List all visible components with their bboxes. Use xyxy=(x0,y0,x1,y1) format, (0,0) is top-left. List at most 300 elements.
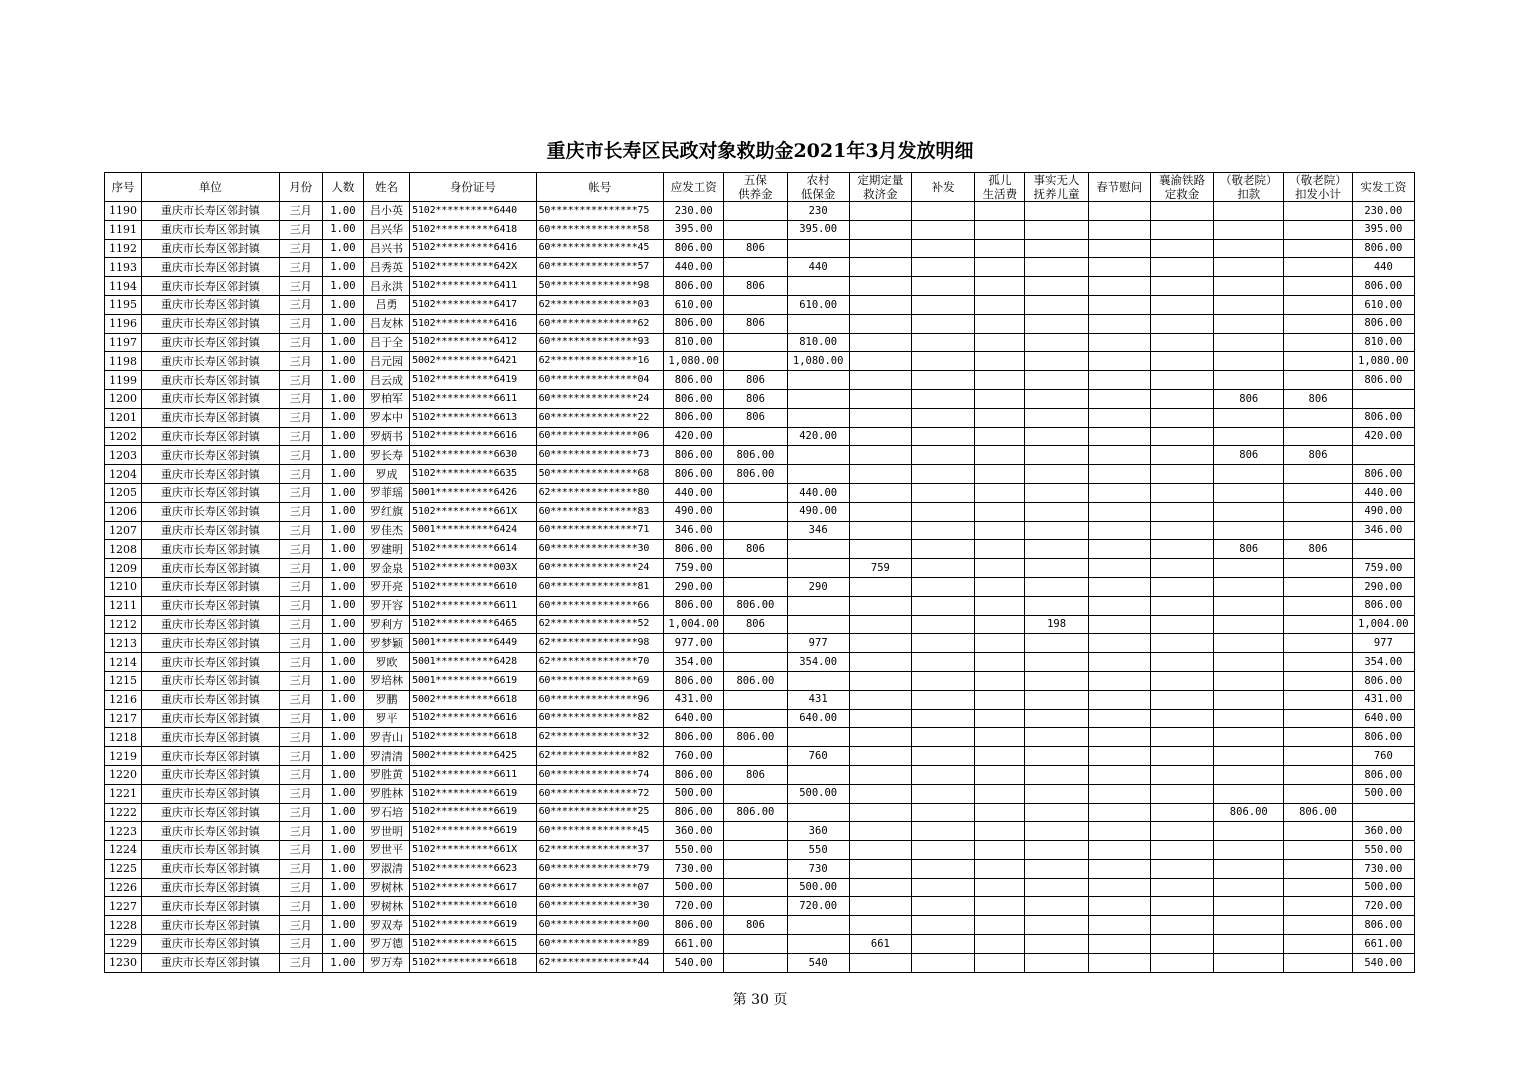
column-header: 序号 xyxy=(105,173,142,202)
table-cell: 罗清清 xyxy=(363,747,409,766)
table-cell xyxy=(849,671,911,690)
table-cell xyxy=(849,427,911,446)
table-row xyxy=(105,822,1415,841)
table-cell: 5102**********6416 xyxy=(410,314,536,333)
table-row xyxy=(105,916,1415,935)
table-cell: 5102**********6616 xyxy=(410,427,536,446)
table-cell xyxy=(1150,859,1213,878)
table-cell xyxy=(1150,671,1213,690)
column-header: 月份 xyxy=(279,173,322,202)
table-cell xyxy=(1025,728,1088,747)
table-cell xyxy=(1088,371,1150,390)
table-cell: 806 xyxy=(724,389,787,408)
table-cell: 罗树林 xyxy=(363,878,409,897)
table-cell: 806.00 xyxy=(664,765,724,784)
column-header: 身份证号 xyxy=(410,173,536,202)
table-cell xyxy=(787,916,849,935)
table-cell: 三月 xyxy=(279,577,322,596)
table-cell: 1.00 xyxy=(322,371,363,390)
table-cell xyxy=(1214,747,1284,766)
table-cell xyxy=(1284,634,1352,653)
table-cell xyxy=(975,577,1025,596)
table-cell: 806.00 xyxy=(724,465,787,484)
table-cell: 5002**********6425 xyxy=(410,747,536,766)
table-cell: 5102**********6619 xyxy=(410,784,536,803)
table-cell: 1.00 xyxy=(322,784,363,803)
table-cell xyxy=(1025,352,1088,371)
table-cell: 490.00 xyxy=(1352,502,1414,521)
table-cell: 806.00 xyxy=(664,446,724,465)
table-cell xyxy=(787,277,849,296)
table-cell: 重庆市长寿区邻封镇 xyxy=(142,465,280,484)
column-header: （敬老院） 扣发小计 xyxy=(1284,173,1352,202)
table-cell: 60***************07 xyxy=(536,878,663,897)
table-cell: 540.00 xyxy=(664,953,724,972)
table-cell xyxy=(1088,446,1150,465)
table-cell xyxy=(1088,483,1150,502)
table-cell: 吕友林 xyxy=(363,314,409,333)
table-cell: 罗红旗 xyxy=(363,502,409,521)
table-cell: 重庆市长寿区邻封镇 xyxy=(142,540,280,559)
table-cell xyxy=(1088,239,1150,258)
table-cell: 440.00 xyxy=(664,483,724,502)
table-cell xyxy=(1150,521,1213,540)
table-cell: 1.00 xyxy=(322,859,363,878)
table-cell: 806.00 xyxy=(1352,408,1414,427)
table-cell: 806.00 xyxy=(724,671,787,690)
table-cell xyxy=(1088,277,1150,296)
table-cell: 重庆市长寿区邻封镇 xyxy=(142,596,280,615)
column-header: 襄渝铁路 定救金 xyxy=(1150,173,1213,202)
table-cell: 三月 xyxy=(279,314,322,333)
table-cell xyxy=(1088,333,1150,352)
table-cell: 720.00 xyxy=(1352,897,1414,916)
table-cell: 重庆市长寿区邻封镇 xyxy=(142,559,280,578)
table-cell: 三月 xyxy=(279,202,322,221)
table-cell xyxy=(849,577,911,596)
table-cell: 60***************62 xyxy=(536,314,663,333)
table-cell: 5102**********6610 xyxy=(410,577,536,596)
table-cell: 806 xyxy=(724,277,787,296)
table-cell: 661.00 xyxy=(664,935,724,954)
table-cell: 354.00 xyxy=(664,653,724,672)
table-cell: 977.00 xyxy=(664,634,724,653)
table-cell: 60***************66 xyxy=(536,596,663,615)
table-cell: 1212 xyxy=(105,615,142,634)
table-cell: 1.00 xyxy=(322,634,363,653)
table-cell xyxy=(849,202,911,221)
table-cell xyxy=(1214,577,1284,596)
table-row xyxy=(105,258,1415,277)
table-cell xyxy=(975,502,1025,521)
table-cell xyxy=(849,841,911,860)
table-cell: 1.00 xyxy=(322,465,363,484)
table-cell: 60***************24 xyxy=(536,389,663,408)
table-cell: 806.00 xyxy=(664,596,724,615)
table-cell: 360 xyxy=(787,822,849,841)
table-cell: 661.00 xyxy=(1352,935,1414,954)
table-cell: 346 xyxy=(787,521,849,540)
table-cell xyxy=(1150,634,1213,653)
table-cell: 5102**********6619 xyxy=(410,822,536,841)
table-cell xyxy=(1150,653,1213,672)
table-cell xyxy=(975,878,1025,897)
table-cell: 三月 xyxy=(279,389,322,408)
column-header: 单位 xyxy=(142,173,280,202)
column-header: 农村 低保金 xyxy=(787,173,849,202)
table-cell xyxy=(787,239,849,258)
table-cell xyxy=(1150,277,1213,296)
table-cell xyxy=(1284,935,1352,954)
table-cell xyxy=(1088,540,1150,559)
table-cell xyxy=(1025,690,1088,709)
table-cell: 重庆市长寿区邻封镇 xyxy=(142,784,280,803)
table-cell xyxy=(1214,953,1284,972)
table-cell xyxy=(1352,803,1414,822)
table-cell: 360.00 xyxy=(664,822,724,841)
table-cell: 吕于全 xyxy=(363,333,409,352)
table-cell xyxy=(849,389,911,408)
table-cell: 1.00 xyxy=(322,408,363,427)
table-cell: 5102**********6619 xyxy=(410,916,536,935)
table-cell xyxy=(975,784,1025,803)
table-cell: 1.00 xyxy=(322,483,363,502)
table-cell xyxy=(1150,314,1213,333)
table-cell xyxy=(1088,784,1150,803)
table-cell: 806.00 xyxy=(664,671,724,690)
column-header: 五保 供养金 xyxy=(724,173,787,202)
table-cell: 重庆市长寿区邻封镇 xyxy=(142,728,280,747)
table-cell xyxy=(724,653,787,672)
table-cell: 806.00 xyxy=(1352,277,1414,296)
table-cell: 490.00 xyxy=(787,502,849,521)
table-cell xyxy=(849,314,911,333)
table-cell xyxy=(724,709,787,728)
table-cell xyxy=(1214,784,1284,803)
table-cell: 1.00 xyxy=(322,690,363,709)
table-cell xyxy=(975,935,1025,954)
table-cell xyxy=(1150,371,1213,390)
table-cell xyxy=(849,258,911,277)
table-cell: 60***************81 xyxy=(536,577,663,596)
table-cell: 806 xyxy=(1214,540,1284,559)
table-cell: 罗开容 xyxy=(363,596,409,615)
table-cell xyxy=(912,408,975,427)
table-cell: 806.00 xyxy=(724,803,787,822)
table-cell: 罗万寿 xyxy=(363,953,409,972)
table-cell xyxy=(1214,728,1284,747)
table-cell xyxy=(1088,671,1150,690)
table-cell: 1206 xyxy=(105,502,142,521)
table-cell xyxy=(1025,916,1088,935)
table-cell: 5102**********6610 xyxy=(410,897,536,916)
table-cell: 吕元园 xyxy=(363,352,409,371)
table-cell xyxy=(1284,615,1352,634)
table-cell: 230.00 xyxy=(664,202,724,221)
table-cell: 1229 xyxy=(105,935,142,954)
table-cell: 760.00 xyxy=(664,747,724,766)
table-cell xyxy=(1284,690,1352,709)
table-cell: 1.00 xyxy=(322,333,363,352)
table-cell xyxy=(975,822,1025,841)
table-cell: 1.00 xyxy=(322,953,363,972)
table-cell: 806 xyxy=(724,371,787,390)
table-row xyxy=(105,465,1415,484)
table-cell: 5001**********6449 xyxy=(410,634,536,653)
table-cell: 重庆市长寿区邻封镇 xyxy=(142,953,280,972)
table-cell xyxy=(849,295,911,314)
table-cell: 806.00 xyxy=(724,728,787,747)
table-cell xyxy=(1088,521,1150,540)
table-cell xyxy=(1284,239,1352,258)
table-cell: 罗胜林 xyxy=(363,784,409,803)
table-cell: 三月 xyxy=(279,935,322,954)
table-cell: 1196 xyxy=(105,314,142,333)
table-cell: 5001**********6428 xyxy=(410,653,536,672)
table-cell: 1191 xyxy=(105,220,142,239)
table-cell xyxy=(975,690,1025,709)
table-cell: 1214 xyxy=(105,653,142,672)
table-cell: 1192 xyxy=(105,239,142,258)
table-cell xyxy=(912,333,975,352)
table-cell: 1.00 xyxy=(322,559,363,578)
table-cell xyxy=(849,596,911,615)
table-cell xyxy=(724,220,787,239)
table-cell: 1218 xyxy=(105,728,142,747)
table-row xyxy=(105,634,1415,653)
table-cell xyxy=(1088,916,1150,935)
table-cell xyxy=(912,521,975,540)
table-cell xyxy=(787,446,849,465)
table-cell: 5102**********6617 xyxy=(410,878,536,897)
table-cell: 500.00 xyxy=(664,784,724,803)
table-cell xyxy=(1214,690,1284,709)
table-cell xyxy=(724,634,787,653)
table-cell: 550.00 xyxy=(1352,841,1414,860)
table-cell xyxy=(1088,427,1150,446)
table-cell: 550 xyxy=(787,841,849,860)
table-cell: 罗建明 xyxy=(363,540,409,559)
table-cell: 5102**********6619 xyxy=(410,803,536,822)
table-cell: 60***************04 xyxy=(536,371,663,390)
table-cell: 三月 xyxy=(279,953,322,972)
table-cell: 三月 xyxy=(279,371,322,390)
table-cell: 重庆市长寿区邻封镇 xyxy=(142,615,280,634)
table-cell xyxy=(849,352,911,371)
table-cell xyxy=(1284,747,1352,766)
table-cell: 346.00 xyxy=(1352,521,1414,540)
table-cell xyxy=(1214,935,1284,954)
table-cell: 5102**********003X xyxy=(410,559,536,578)
table-cell xyxy=(912,671,975,690)
table-cell: 1.00 xyxy=(322,314,363,333)
table-cell xyxy=(724,878,787,897)
table-cell xyxy=(912,803,975,822)
table-cell: 三月 xyxy=(279,841,322,860)
table-cell: 重庆市长寿区邻封镇 xyxy=(142,577,280,596)
table-cell xyxy=(849,803,911,822)
table-cell: 810.00 xyxy=(1352,333,1414,352)
table-cell xyxy=(849,239,911,258)
table-cell xyxy=(1214,765,1284,784)
table-cell xyxy=(1025,841,1088,860)
table-cell: 810.00 xyxy=(787,333,849,352)
table-cell: 1211 xyxy=(105,596,142,615)
table-cell xyxy=(1150,540,1213,559)
table-cell: 540 xyxy=(787,953,849,972)
table-cell: 三月 xyxy=(279,596,322,615)
table-cell: 三月 xyxy=(279,277,322,296)
table-cell xyxy=(849,953,911,972)
table-cell: 1200 xyxy=(105,389,142,408)
table-cell xyxy=(1150,953,1213,972)
table-header-row xyxy=(105,173,1415,202)
table-cell: 62***************70 xyxy=(536,653,663,672)
table-cell xyxy=(1025,671,1088,690)
table-cell xyxy=(849,653,911,672)
table-cell xyxy=(1284,596,1352,615)
table-cell xyxy=(787,671,849,690)
table-cell xyxy=(912,728,975,747)
table-cell: 重庆市长寿区邻封镇 xyxy=(142,690,280,709)
table-cell xyxy=(1025,239,1088,258)
table-cell xyxy=(787,465,849,484)
table-cell xyxy=(1214,220,1284,239)
table-cell: 1194 xyxy=(105,277,142,296)
table-cell: 1.00 xyxy=(322,502,363,521)
table-cell xyxy=(975,427,1025,446)
table-cell xyxy=(912,615,975,634)
table-cell: 三月 xyxy=(279,408,322,427)
table-cell xyxy=(1025,427,1088,446)
table-cell xyxy=(975,615,1025,634)
table-cell: 1,080.00 xyxy=(664,352,724,371)
table-row xyxy=(105,897,1415,916)
table-cell: 1202 xyxy=(105,427,142,446)
table-cell: 806.00 xyxy=(664,728,724,747)
table-cell xyxy=(1352,389,1414,408)
table-cell: 1.00 xyxy=(322,239,363,258)
table-cell xyxy=(1088,615,1150,634)
table-cell xyxy=(1284,653,1352,672)
table-cell xyxy=(975,559,1025,578)
table-cell: 1205 xyxy=(105,483,142,502)
table-cell: 198 xyxy=(1025,615,1088,634)
table-cell xyxy=(912,935,975,954)
table-cell: 罗鹏 xyxy=(363,690,409,709)
column-header: 姓名 xyxy=(363,173,409,202)
table-cell xyxy=(1150,220,1213,239)
table-cell xyxy=(975,596,1025,615)
table-cell: 罗万德 xyxy=(363,935,409,954)
table-cell xyxy=(724,502,787,521)
table-cell: 806 xyxy=(724,765,787,784)
table-cell: 1.00 xyxy=(322,577,363,596)
table-cell: 806.00 xyxy=(664,540,724,559)
table-cell xyxy=(1284,671,1352,690)
table-cell: 661 xyxy=(849,935,911,954)
table-cell xyxy=(1150,747,1213,766)
table-cell xyxy=(912,822,975,841)
table-cell xyxy=(1150,465,1213,484)
table-cell: 806 xyxy=(724,540,787,559)
table-cell: 三月 xyxy=(279,239,322,258)
table-cell: 罗佳杰 xyxy=(363,521,409,540)
table-cell xyxy=(912,220,975,239)
table-cell xyxy=(1150,427,1213,446)
table-row xyxy=(105,371,1415,390)
table-cell: 431.00 xyxy=(1352,690,1414,709)
table-cell xyxy=(1025,709,1088,728)
table-cell xyxy=(1025,784,1088,803)
table-cell xyxy=(1214,841,1284,860)
table-cell: 610.00 xyxy=(664,295,724,314)
table-cell xyxy=(1025,935,1088,954)
table-cell: 5102**********6616 xyxy=(410,709,536,728)
table-cell xyxy=(1214,859,1284,878)
table-cell: 罗利方 xyxy=(363,615,409,634)
table-cell: 重庆市长寿区邻封镇 xyxy=(142,765,280,784)
table-row xyxy=(105,389,1415,408)
table-cell: 60***************89 xyxy=(536,935,663,954)
page-number: 第 30 页 xyxy=(732,992,788,1008)
table-cell: 重庆市长寿区邻封镇 xyxy=(142,502,280,521)
table-cell: 1201 xyxy=(105,408,142,427)
table-cell xyxy=(1150,728,1213,747)
table-cell xyxy=(975,803,1025,822)
table-cell: 1,004.00 xyxy=(664,615,724,634)
table-row xyxy=(105,935,1415,954)
table-cell xyxy=(1025,502,1088,521)
table-cell: 重庆市长寿区邻封镇 xyxy=(142,258,280,277)
table-cell xyxy=(724,559,787,578)
table-cell xyxy=(975,841,1025,860)
table-cell: 三月 xyxy=(279,765,322,784)
table-cell: 1.00 xyxy=(322,747,363,766)
table-cell: 806 xyxy=(1214,446,1284,465)
table-cell: 806.00 xyxy=(664,389,724,408)
table-cell xyxy=(724,427,787,446)
table-cell: 1,080.00 xyxy=(787,352,849,371)
table-cell: 罗梦颖 xyxy=(363,634,409,653)
table-cell xyxy=(1025,953,1088,972)
table-cell: 1213 xyxy=(105,634,142,653)
table-cell: 1210 xyxy=(105,577,142,596)
table-cell: 1.00 xyxy=(322,295,363,314)
table-cell xyxy=(1025,822,1088,841)
table-cell xyxy=(1150,389,1213,408)
column-header: 实发工资 xyxy=(1352,173,1414,202)
column-header: （敬老院） 扣款 xyxy=(1214,173,1284,202)
table-cell xyxy=(849,277,911,296)
table-cell xyxy=(1150,295,1213,314)
table-cell: 354.00 xyxy=(1352,653,1414,672)
table-cell: 三月 xyxy=(279,878,322,897)
table-row xyxy=(105,352,1415,371)
table-cell: 60***************83 xyxy=(536,502,663,521)
table-cell xyxy=(975,521,1025,540)
table-cell: 1221 xyxy=(105,784,142,803)
table-cell: 440.00 xyxy=(787,483,849,502)
table-cell xyxy=(1025,295,1088,314)
table-cell: 1.00 xyxy=(322,841,363,860)
table-cell xyxy=(1214,671,1284,690)
table-cell xyxy=(1214,615,1284,634)
table-cell xyxy=(849,859,911,878)
table-cell xyxy=(1214,521,1284,540)
table-cell xyxy=(1150,446,1213,465)
table-cell xyxy=(724,953,787,972)
